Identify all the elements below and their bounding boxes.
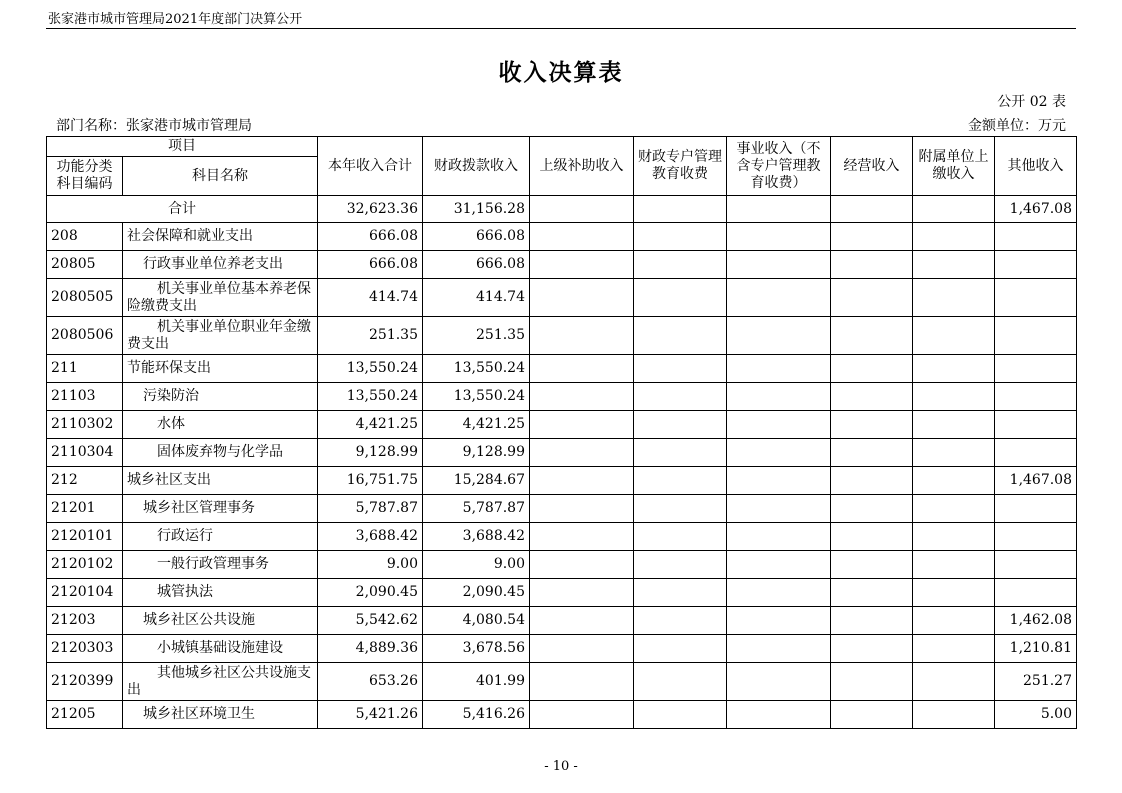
cell-name: 固体废弃物与化学品 xyxy=(123,439,318,467)
cell-operating xyxy=(831,439,913,467)
cell-total: 653.26 xyxy=(318,663,423,701)
cell-total: 32,623.36 xyxy=(318,196,423,223)
cell-superior xyxy=(530,551,634,579)
cell-other xyxy=(995,551,1077,579)
cell-code: 2110304 xyxy=(47,439,123,467)
table-row xyxy=(47,411,1077,439)
cell-edu xyxy=(634,607,727,635)
cell-operating xyxy=(831,495,913,523)
table-code: 公开 02 表 xyxy=(997,94,1066,110)
cell-affiliated xyxy=(913,663,995,701)
cell-fiscal: 4,080.54 xyxy=(423,607,530,635)
cell-fiscal: 5,416.26 xyxy=(423,701,530,729)
cell-code: 20805 xyxy=(47,251,123,279)
page-title: 收入决算表 xyxy=(498,60,624,86)
cell-superior xyxy=(530,635,634,663)
cell-other xyxy=(995,411,1077,439)
table-row xyxy=(47,701,1077,729)
cell-superior xyxy=(530,579,634,607)
cell-affiliated xyxy=(913,495,995,523)
cell-business xyxy=(727,223,831,251)
cell-superior xyxy=(530,317,634,355)
table-row xyxy=(47,251,1077,279)
cell-superior xyxy=(530,251,634,279)
cell-code: 21203 xyxy=(47,607,123,635)
cell-total: 13,550.24 xyxy=(318,383,423,411)
total-row xyxy=(47,196,1077,223)
table-row xyxy=(47,495,1077,523)
table-row xyxy=(47,439,1077,467)
cell-name: 水体 xyxy=(123,411,318,439)
department-name: 部门名称：张家港市城市管理局 xyxy=(56,118,252,134)
cell-business xyxy=(727,495,831,523)
cell-business xyxy=(727,579,831,607)
cell-operating xyxy=(831,701,913,729)
cell-code: 211 xyxy=(47,355,123,383)
cell-name: 行政运行 xyxy=(123,523,318,551)
cell-business xyxy=(727,196,831,223)
cell-affiliated xyxy=(913,383,995,411)
cell-code: 2120101 xyxy=(47,523,123,551)
cell-name: 行政事业单位养老支出 xyxy=(123,251,318,279)
cell-edu xyxy=(634,635,727,663)
cell-name: 其他城乡社区公共设施支出 xyxy=(123,663,318,701)
cell-total: 9.00 xyxy=(318,551,423,579)
cell-fiscal: 251.35 xyxy=(423,317,530,355)
table-row xyxy=(47,223,1077,251)
cell-total: 251.35 xyxy=(318,317,423,355)
cell-superior xyxy=(530,607,634,635)
cell-name: 社会保障和就业支出 xyxy=(123,223,318,251)
table-row xyxy=(47,355,1077,383)
header-business: 事业收入（不含专户管理教育收费） xyxy=(727,137,831,196)
cell-affiliated xyxy=(913,279,995,317)
cell-total: 3,688.42 xyxy=(318,523,423,551)
table-row xyxy=(47,579,1077,607)
cell-superior xyxy=(530,523,634,551)
cell-business xyxy=(727,317,831,355)
cell-fiscal: 2,090.45 xyxy=(423,579,530,607)
table-row xyxy=(47,317,1077,355)
table-row xyxy=(47,279,1077,317)
cell-business xyxy=(727,467,831,495)
cell-code: 2080505 xyxy=(47,279,123,317)
cell-fiscal: 666.08 xyxy=(423,251,530,279)
cell-edu xyxy=(634,223,727,251)
cell-edu xyxy=(634,251,727,279)
cell-superior xyxy=(530,279,634,317)
cell-total: 2,090.45 xyxy=(318,579,423,607)
cell-affiliated xyxy=(913,411,995,439)
cell-superior xyxy=(530,383,634,411)
cell-code: 2110302 xyxy=(47,411,123,439)
cell-operating xyxy=(831,251,913,279)
cell-fiscal: 13,550.24 xyxy=(423,383,530,411)
cell-superior xyxy=(530,495,634,523)
cell-fiscal: 4,421.25 xyxy=(423,411,530,439)
cell-affiliated xyxy=(913,223,995,251)
cell-fiscal: 3,688.42 xyxy=(423,523,530,551)
cell-other: 1,462.08 xyxy=(995,607,1077,635)
header-rule xyxy=(46,28,1076,29)
header-operating: 经营收入 xyxy=(831,137,913,196)
cell-other xyxy=(995,495,1077,523)
cell-other xyxy=(995,279,1077,317)
cell-superior xyxy=(530,663,634,701)
table-row xyxy=(47,467,1077,495)
cell-code: 2120303 xyxy=(47,635,123,663)
cell-other xyxy=(995,383,1077,411)
cell-affiliated xyxy=(913,439,995,467)
cell-other: 1,467.08 xyxy=(995,467,1077,495)
cell-name: 城乡社区管理事务 xyxy=(123,495,318,523)
cell-other xyxy=(995,223,1077,251)
cell-other xyxy=(995,523,1077,551)
cell-name: 节能环保支出 xyxy=(123,355,318,383)
cell-total: 5,542.62 xyxy=(318,607,423,635)
cell-business xyxy=(727,663,831,701)
cell-superior xyxy=(530,467,634,495)
cell-affiliated xyxy=(913,551,995,579)
header-affiliated: 附属单位上缴收入 xyxy=(913,137,995,196)
page-number: - 10 - xyxy=(544,759,578,774)
cell-edu xyxy=(634,495,727,523)
cell-edu xyxy=(634,317,727,355)
cell-affiliated xyxy=(913,523,995,551)
unit-label: 金额单位：万元 xyxy=(968,118,1066,134)
cell-superior xyxy=(530,411,634,439)
cell-total: 666.08 xyxy=(318,251,423,279)
cell-edu xyxy=(634,196,727,223)
cell-operating xyxy=(831,579,913,607)
cell-business xyxy=(727,279,831,317)
cell-other: 1,210.81 xyxy=(995,635,1077,663)
header-other: 其他收入 xyxy=(995,137,1077,196)
cell-operating xyxy=(831,635,913,663)
table-row xyxy=(47,523,1077,551)
cell-total: 16,751.75 xyxy=(318,467,423,495)
cell-superior xyxy=(530,701,634,729)
header-fiscal: 财政拨款收入 xyxy=(423,137,530,196)
cell-operating xyxy=(831,196,913,223)
cell-total: 5,787.87 xyxy=(318,495,423,523)
cell-fiscal: 9,128.99 xyxy=(423,439,530,467)
cell-operating xyxy=(831,523,913,551)
cell-name: 一般行政管理事务 xyxy=(123,551,318,579)
cell-superior xyxy=(530,355,634,383)
cell-business xyxy=(727,439,831,467)
cell-fiscal: 3,678.56 xyxy=(423,635,530,663)
cell-name: 污染防治 xyxy=(123,383,318,411)
header-project: 项目 xyxy=(47,137,318,157)
cell-code: 21205 xyxy=(47,701,123,729)
cell-edu xyxy=(634,439,727,467)
cell-name: 机关事业单位基本养老保险缴费支出 xyxy=(123,279,318,317)
header-edu: 财政专户管理教育收费 xyxy=(634,137,727,196)
cell-business xyxy=(727,607,831,635)
cell-business xyxy=(727,383,831,411)
header-name: 科目名称 xyxy=(123,157,318,196)
cell-operating xyxy=(831,279,913,317)
cell-fiscal: 9.00 xyxy=(423,551,530,579)
cell-other: 5.00 xyxy=(995,701,1077,729)
cell-name: 城管执法 xyxy=(123,579,318,607)
cell-edu xyxy=(634,523,727,551)
table-row xyxy=(47,635,1077,663)
cell-name: 城乡社区公共设施 xyxy=(123,607,318,635)
cell-name: 机关事业单位职业年金缴费支出 xyxy=(123,317,318,355)
cell-business xyxy=(727,251,831,279)
cell-code: 2120104 xyxy=(47,579,123,607)
cell-edu xyxy=(634,701,727,729)
cell-code: 21103 xyxy=(47,383,123,411)
cell-code: 212 xyxy=(47,467,123,495)
running-header: 张家港市城市管理局2021年度部门决算公开 xyxy=(48,12,303,27)
cell-edu xyxy=(634,467,727,495)
cell-superior xyxy=(530,439,634,467)
cell-affiliated xyxy=(913,317,995,355)
cell-affiliated xyxy=(913,355,995,383)
cell-affiliated xyxy=(913,467,995,495)
cell-edu xyxy=(634,411,727,439)
cell-affiliated xyxy=(913,251,995,279)
cell-other xyxy=(995,355,1077,383)
cell-operating xyxy=(831,355,913,383)
cell-business xyxy=(727,411,831,439)
cell-affiliated xyxy=(913,196,995,223)
cell-operating xyxy=(831,317,913,355)
cell-business xyxy=(727,355,831,383)
cell-edu xyxy=(634,551,727,579)
total-label: 合计 xyxy=(47,196,318,223)
cell-affiliated xyxy=(913,701,995,729)
cell-fiscal: 401.99 xyxy=(423,663,530,701)
cell-fiscal: 31,156.28 xyxy=(423,196,530,223)
cell-affiliated xyxy=(913,635,995,663)
cell-other: 1,467.08 xyxy=(995,196,1077,223)
cell-edu xyxy=(634,279,727,317)
cell-fiscal: 15,284.67 xyxy=(423,467,530,495)
cell-total: 13,550.24 xyxy=(318,355,423,383)
cell-fiscal: 13,550.24 xyxy=(423,355,530,383)
cell-total: 4,889.36 xyxy=(318,635,423,663)
cell-fiscal: 5,787.87 xyxy=(423,495,530,523)
cell-edu xyxy=(634,663,727,701)
cell-operating xyxy=(831,467,913,495)
cell-operating xyxy=(831,411,913,439)
table-row xyxy=(47,551,1077,579)
header-code: 功能分类科目编码 xyxy=(47,157,123,196)
cell-name: 城乡社区支出 xyxy=(123,467,318,495)
header-superior: 上级补助收入 xyxy=(530,137,634,196)
cell-business xyxy=(727,635,831,663)
cell-operating xyxy=(831,551,913,579)
table-row xyxy=(47,383,1077,411)
header-total: 本年收入合计 xyxy=(318,137,423,196)
cell-operating xyxy=(831,223,913,251)
cell-operating xyxy=(831,663,913,701)
cell-operating xyxy=(831,383,913,411)
cell-superior xyxy=(530,196,634,223)
cell-business xyxy=(727,701,831,729)
cell-total: 414.74 xyxy=(318,279,423,317)
cell-other xyxy=(995,317,1077,355)
cell-total: 9,128.99 xyxy=(318,439,423,467)
cell-other xyxy=(995,439,1077,467)
cell-total: 5,421.26 xyxy=(318,701,423,729)
cell-affiliated xyxy=(913,579,995,607)
cell-fiscal: 666.08 xyxy=(423,223,530,251)
cell-other: 251.27 xyxy=(995,663,1077,701)
cell-fiscal: 414.74 xyxy=(423,279,530,317)
table-row xyxy=(47,663,1077,701)
cell-other xyxy=(995,251,1077,279)
cell-code: 208 xyxy=(47,223,123,251)
cell-business xyxy=(727,551,831,579)
table-row xyxy=(47,607,1077,635)
cell-total: 4,421.25 xyxy=(318,411,423,439)
cell-total: 666.08 xyxy=(318,223,423,251)
cell-edu xyxy=(634,355,727,383)
cell-edu xyxy=(634,579,727,607)
cell-code: 2120102 xyxy=(47,551,123,579)
income-table xyxy=(46,136,1077,729)
cell-edu xyxy=(634,383,727,411)
cell-superior xyxy=(530,223,634,251)
cell-operating xyxy=(831,607,913,635)
cell-affiliated xyxy=(913,607,995,635)
cell-code: 21201 xyxy=(47,495,123,523)
cell-other xyxy=(995,579,1077,607)
cell-code: 2120399 xyxy=(47,663,123,701)
cell-name: 城乡社区环境卫生 xyxy=(123,701,318,729)
cell-code: 2080506 xyxy=(47,317,123,355)
cell-business xyxy=(727,523,831,551)
cell-name: 小城镇基础设施建设 xyxy=(123,635,318,663)
